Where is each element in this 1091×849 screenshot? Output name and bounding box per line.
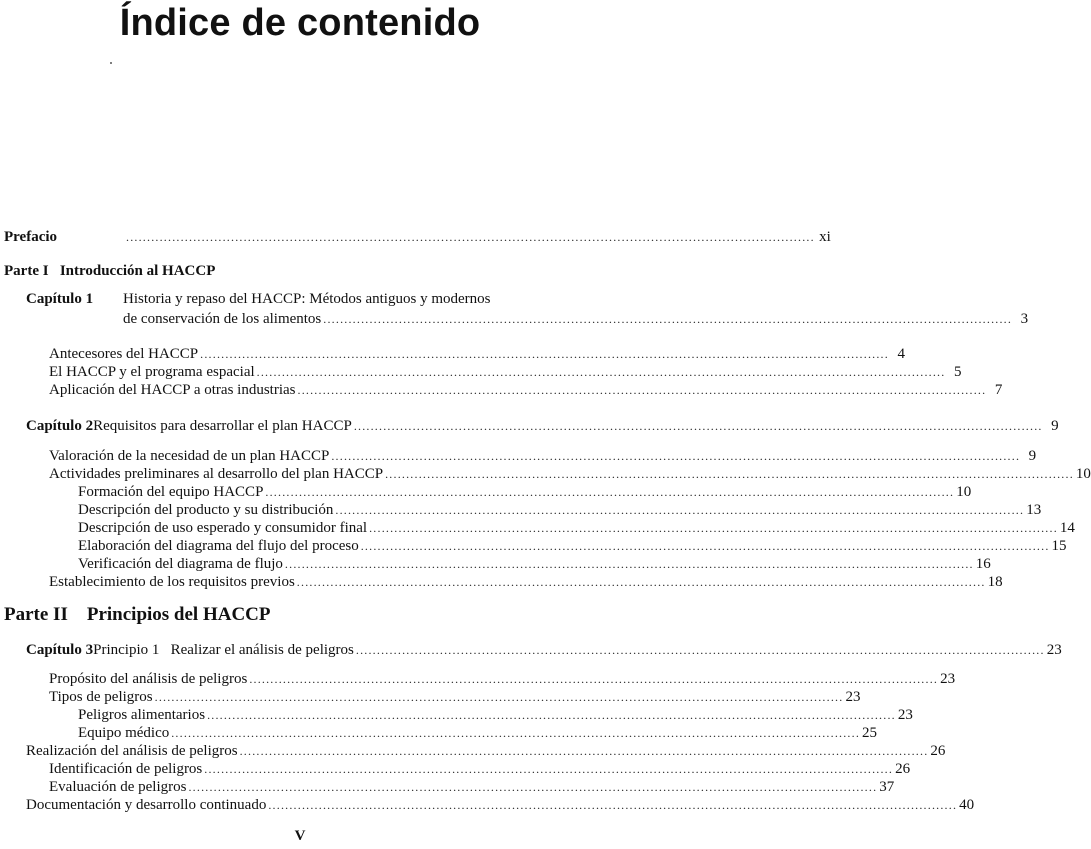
- toc-page-number: 14: [1059, 520, 1075, 536]
- toc-entry[interactable]: [49, 760, 911, 778]
- toc-leader-dots: ....................................................................................................................................................................: [207, 708, 896, 722]
- toc-page-number: 23: [1046, 642, 1062, 658]
- toc-entry-text: Evaluación de peligros: [49, 779, 187, 795]
- toc-entry-text: Actividades preliminares al desarrollo del plan HACCP: [49, 466, 384, 482]
- toc-subentry[interactable]: [78, 519, 1075, 537]
- toc-leader-dots: ....................................................................................................................................................................: [360, 539, 1050, 553]
- toc-entry-text: Aplicación del HACCP a otras industrias: [49, 382, 296, 398]
- toc-subentry[interactable]: [78, 555, 991, 573]
- toc-leader-dots: ....................................................................................................................................................................: [385, 467, 1074, 481]
- chapter-2-heading[interactable]: [26, 417, 1059, 435]
- toc-entry-text: Descripción de uso esperado y consumidor final: [78, 520, 368, 536]
- toc-entry-text: Propósito del análisis de peligros: [49, 671, 248, 687]
- toc-page-number: xi: [819, 229, 831, 245]
- toc-entry-text: Equipo médico: [78, 725, 170, 741]
- toc-entry[interactable]: [26, 796, 975, 814]
- toc-entry-text: Identificación de peligros: [49, 761, 203, 777]
- toc-entry-text: Tipos de peligros: [49, 689, 153, 705]
- toc-leader-dots: ....................................................................................................................................................................: [200, 347, 889, 361]
- toc-leader-dots: ....................................................................................................................................................................: [284, 557, 974, 571]
- toc-page-number: 16: [975, 556, 991, 572]
- toc-entry-text: Establecimiento de los requisitos previos: [49, 574, 295, 590]
- toc-leader-dots: ....................................................................................................................................................................: [353, 419, 1043, 433]
- toc-page-number: 18: [987, 574, 1003, 590]
- toc-page-number: 7: [994, 382, 1003, 398]
- chapter-1-heading[interactable]: [26, 291, 490, 308]
- toc-page-number: 10: [956, 484, 972, 500]
- toc-entry-text: Elaboración del diagrama del flujo del proceso: [78, 538, 359, 554]
- chapter-label: Capítulo 1: [26, 291, 94, 307]
- toc-subentry[interactable]: [78, 724, 878, 742]
- part-label: Parte II: [4, 604, 68, 625]
- chapter-3-heading[interactable]: [26, 641, 1062, 659]
- toc-page-number: 13: [1026, 502, 1042, 518]
- toc-entry-text: Descripción del producto y su distribución: [78, 502, 334, 518]
- toc-subentry[interactable]: [78, 501, 1042, 519]
- chapter-label: Capítulo 2: [26, 418, 94, 434]
- toc-page-number: 9: [1051, 418, 1059, 434]
- toc-entry-label: Prefacio: [4, 229, 58, 245]
- toc-entry[interactable]: [26, 742, 946, 760]
- toc-page-number: 37: [879, 779, 895, 795]
- toc-page-number: 10: [1075, 466, 1091, 482]
- toc-leader-dots: ....................................................................................................................................................................: [126, 230, 815, 244]
- toc-entry[interactable]: [49, 670, 956, 688]
- toc-leader-dots: ....................................................................................................................................................................: [188, 780, 878, 794]
- toc-leader-dots: ....................................................................................................................................................................: [268, 798, 958, 812]
- toc-page-number: 23: [897, 707, 913, 723]
- toc-entry[interactable]: [49, 345, 905, 363]
- chapter-title: Requisitos para desarrollar el plan HACCP: [93, 418, 352, 434]
- toc-entry-prefacio[interactable]: [4, 228, 831, 246]
- page-number-footer: V: [294, 828, 306, 844]
- page-title: Índice de contenido: [119, 2, 481, 44]
- toc-leader-dots: ....................................................................................................................................................................: [323, 312, 1013, 326]
- chapter-label: Capítulo 3: [26, 642, 94, 658]
- toc-leader-dots: ....................................................................................................................................................................: [331, 449, 1021, 463]
- chapter-title: Principio 1 Realizar el análisis de peligros: [93, 642, 354, 658]
- toc-page-number: 23: [845, 689, 861, 705]
- toc-entry-text: Realización del análisis de peligros: [26, 743, 238, 759]
- part-label: Parte I: [4, 263, 49, 279]
- toc-leader-dots: ....................................................................................................................................................................: [154, 690, 844, 704]
- toc-page-number: 40: [959, 797, 975, 813]
- part-title: Principios del HACCP: [86, 604, 271, 625]
- toc-entry[interactable]: [49, 381, 1003, 399]
- toc-entry[interactable]: [49, 688, 861, 706]
- toc-entry-text: El HACCP y el programa espacial: [49, 364, 255, 380]
- toc-entry[interactable]: [49, 465, 1091, 483]
- toc-page-number: 26: [930, 743, 946, 759]
- toc-leader-dots: ....................................................................................................................................................................: [204, 762, 894, 776]
- part-heading-1[interactable]: [4, 263, 215, 280]
- chapter-title-line2: de conservación de los alimentos: [123, 311, 322, 327]
- scan-speck: [110, 62, 112, 64]
- toc-page-number: 26: [895, 761, 911, 777]
- toc-entry-text: Valoración de la necesidad de un plan HACCP: [49, 448, 330, 464]
- toc-leader-dots: ....................................................................................................................................................................: [171, 726, 861, 740]
- toc-entry-text: Peligros alimentarios: [78, 707, 206, 723]
- toc-page-number: 4: [897, 346, 905, 362]
- chapter-title-line1: Historia y repaso del HACCP: Métodos antiguos y modernos: [123, 291, 491, 307]
- toc-page-number: 5: [953, 364, 962, 380]
- toc-entry[interactable]: [49, 363, 962, 381]
- toc-subentry[interactable]: [78, 483, 972, 501]
- toc-leader-dots: ....................................................................................................................................................................: [265, 485, 955, 499]
- toc-leader-dots: ....................................................................................................................................................................: [296, 575, 986, 589]
- toc-entry[interactable]: [49, 778, 895, 796]
- toc-entry-text: Antecesores del HACCP: [49, 346, 199, 362]
- chapter-1-title-line2[interactable]: [123, 310, 1029, 328]
- toc-leader-dots: ....................................................................................................................................................................: [249, 672, 939, 686]
- toc-page-number: 15: [1051, 538, 1067, 554]
- toc-entry[interactable]: [49, 447, 1037, 465]
- toc-leader-dots: ....................................................................................................................................................................: [239, 744, 929, 758]
- toc-page-number: 9: [1028, 448, 1037, 464]
- toc-subentry[interactable]: [78, 706, 913, 724]
- toc-page-number: 3: [1020, 311, 1029, 327]
- toc-leader-dots: ....................................................................................................................................................................: [335, 503, 1025, 517]
- toc-entry-text: Documentación y desarrollo continuado: [26, 797, 267, 813]
- part-title: Introducción al HACCP: [59, 263, 216, 279]
- toc-leader-dots: ....................................................................................................................................................................: [369, 521, 1058, 535]
- toc-entry[interactable]: [49, 573, 1003, 591]
- toc-page-number: 23: [940, 671, 956, 687]
- toc-leader-dots: ....................................................................................................................................................................: [256, 365, 946, 379]
- toc-entry-text: Verificación del diagrama de flujo: [78, 556, 283, 572]
- toc-entry-text: Formación del equipo HACCP: [78, 484, 264, 500]
- part-heading-2[interactable]: [4, 604, 271, 626]
- toc-leader-dots: ....................................................................................................................................................................: [297, 383, 987, 397]
- toc-subentry[interactable]: [78, 537, 1067, 555]
- toc-page-number: 25: [862, 725, 878, 741]
- toc-leader-dots: ....................................................................................................................................................................: [355, 643, 1045, 657]
